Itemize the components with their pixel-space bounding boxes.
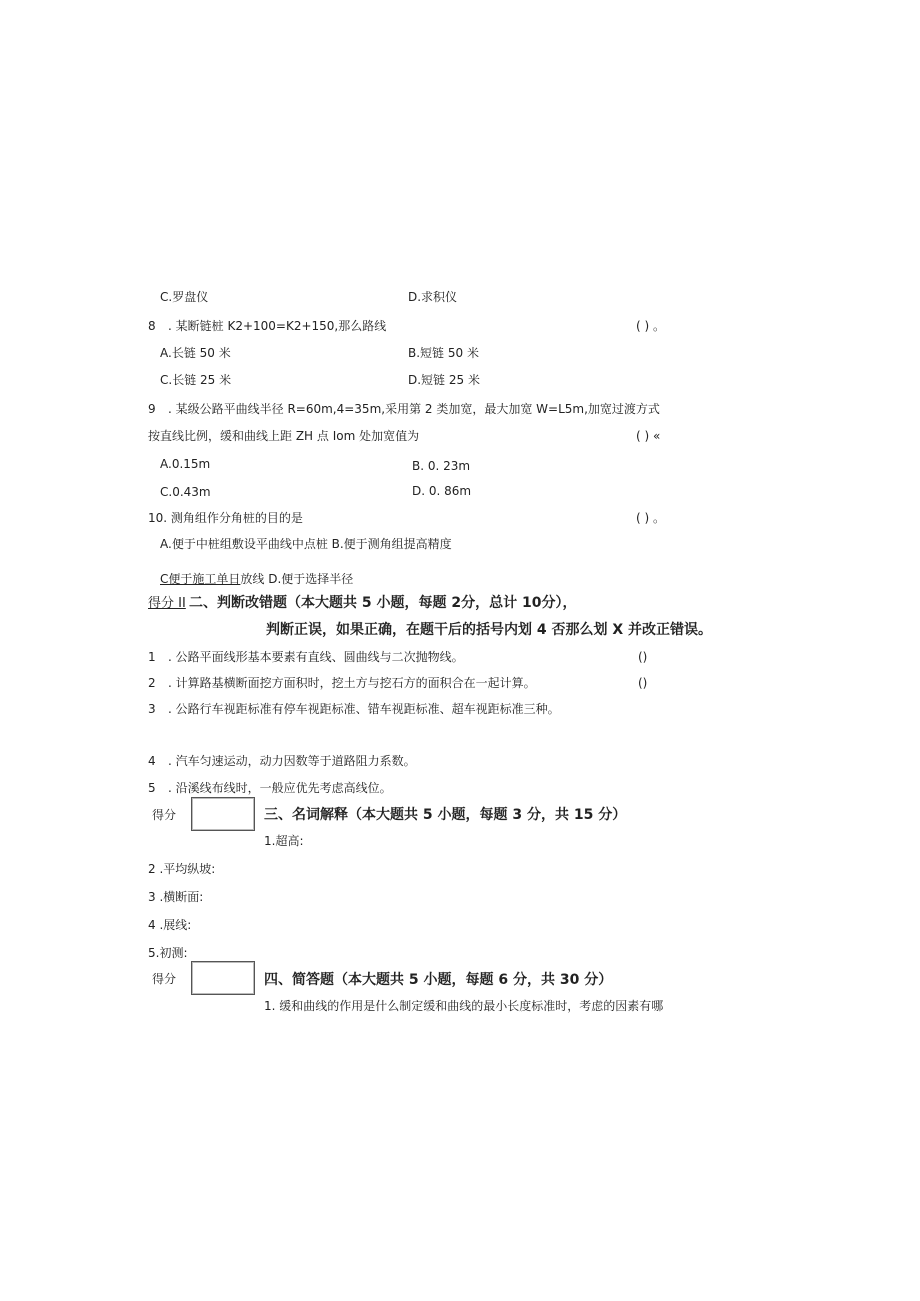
- q7-option-d: D.求积仪: [408, 290, 458, 304]
- q9-option-a: A.0.15m: [160, 457, 211, 471]
- section3-title: 三、名词解释（本大题共 5 小题，每题 3 分，共 15 分）: [264, 807, 627, 823]
- s2-item2-bracket: (): [638, 676, 648, 690]
- s2-item5-text: . 沿溪线布线时，一般应优先考虑高线位。: [168, 781, 392, 795]
- s2-item1-text: . 公路平面线形基本要素有直线、圆曲线与二次抛物线。: [168, 650, 464, 664]
- q8-option-a: A.长链 50 米: [160, 346, 231, 360]
- section2-instruction: 判断正误，如果正确，在题干后的括号内划 4 否那么划 X 并改正错误。: [266, 622, 713, 638]
- s2-item1-number: 1: [148, 650, 156, 664]
- q7-option-c: C.罗盘仪: [160, 290, 209, 304]
- section4-title: 四、简答题（本大题共 5 小题，每题 6 分，共 30 分）: [264, 972, 613, 988]
- s2-item4-number: 4: [148, 754, 156, 768]
- q8-stem: . 某断链桩 K2+100=K2+150,那么路线: [168, 319, 387, 333]
- section4-score-box[interactable]: [191, 961, 255, 995]
- q10-options-cd: [160, 571, 353, 587]
- q8-option-d: D.短链 25 米: [408, 373, 480, 387]
- s2-item4-text: . 汽车匀速运动，动力因数等于道路阻力系数。: [168, 754, 416, 768]
- s3-item4: 4 .展线:: [148, 918, 192, 932]
- s2-item1-bracket: (): [638, 650, 648, 664]
- q9-stem-line1: . 某级公路平曲线半径 R=60m,4=35m,采用第 2 类加宽，最大加宽 W=L5m,加宽过渡方式: [168, 402, 660, 416]
- s2-item2-number: 2: [148, 676, 156, 690]
- section4-score-label: 得分: [152, 972, 177, 986]
- q8-option-b: B.短链 50 米: [408, 346, 479, 360]
- s4-item1: 1. 缓和曲线的作用是什么制定缓和曲线的最小长度标准时，考虑的因素有哪: [264, 999, 664, 1013]
- q10-options-cd-rest: 放线 D.便于选择半径: [240, 572, 354, 586]
- s2-item3-text: . 公路行车视距标准有停车视距标准、错车视距标准、超车视距标准三种。: [168, 702, 560, 716]
- q10-answer-bracket: ( ) 。: [636, 511, 665, 525]
- q10-stem: 10. 测角组作分角桩的目的是: [148, 511, 303, 525]
- q9-stem-line2: 按直线比例，缓和曲线上距 ZH 点 Iom 处加宽值为: [148, 429, 420, 443]
- s3-item3: 3 .横断面:: [148, 890, 204, 904]
- s3-item2: 2 .平均纵坡:: [148, 862, 216, 876]
- q8-number: 8: [148, 319, 156, 333]
- s2-item5-number: 5: [148, 781, 156, 795]
- section3-score-box[interactable]: [191, 797, 255, 831]
- q9-answer-bracket: ( ) «: [636, 429, 661, 443]
- q9-number: 9: [148, 402, 156, 416]
- s2-item3-number: 3: [148, 702, 156, 716]
- q10-options-cd-underlined: C便于施工单日: [160, 572, 241, 586]
- q8-option-c: C.长链 25 米: [160, 373, 232, 387]
- q9-option-d: D. 0. 86m: [412, 484, 472, 498]
- q8-answer-bracket: ( ) 。: [636, 319, 665, 333]
- s3-item1: 1.超高:: [264, 834, 304, 848]
- q9-option-b: B. 0. 23m: [412, 459, 471, 473]
- s3-item5: 5.初测:: [148, 946, 188, 960]
- s2-item2-text: . 计算路基横断面挖方面积时，挖土方与挖石方的面积合在一起计算。: [168, 676, 536, 690]
- section2-title: 二、判断改错题（本大题共 5 小题，每题 2分，总计 10分），: [189, 595, 577, 611]
- section3-score-label: 得分: [152, 808, 177, 822]
- q9-option-c: C.0.43m: [160, 485, 211, 499]
- section2-score-label: 得分 II: [148, 596, 186, 611]
- q10-options-ab: A.便于中桩组敷设平曲线中点桩 B.便于测角组提高精度: [160, 537, 452, 551]
